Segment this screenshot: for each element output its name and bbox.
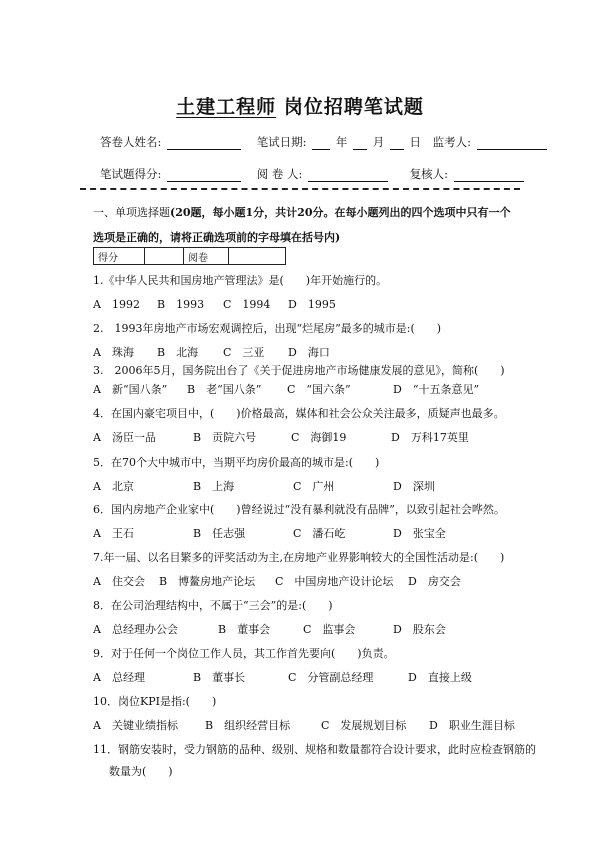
option-b[interactable]: B 北海 (157, 346, 199, 359)
option-c[interactable]: C 广州 (293, 480, 335, 493)
title-position: 土建工程师 (176, 96, 277, 118)
section-instruction-1: (20题，每小题1分，共计20分。在每小题列出的四个选项中只有一个 (170, 206, 511, 219)
option-b[interactable]: B 1993 (157, 298, 205, 311)
option-d[interactable]: D 1995 (288, 298, 336, 311)
section-heading (93, 200, 523, 250)
year-blank[interactable] (312, 137, 330, 150)
option-a[interactable]: A 新“国八条” (93, 383, 168, 396)
option-d[interactable]: D 万科17英里 (391, 431, 469, 444)
option-a[interactable]: A 总经理 (93, 671, 145, 684)
supervisor-blank[interactable] (477, 137, 547, 150)
score-cell-label: 得分 (94, 248, 145, 265)
year-label: 年 (335, 135, 348, 149)
option-a[interactable]: A 汤臣一品 (93, 431, 156, 444)
question-2: 2. 1993年房地产市场宏观调控后，出现“烂尾房”最多的城市是:( ) (93, 322, 442, 335)
question-11-line-2: 数量为( ) (109, 765, 173, 778)
option-c[interactable]: C 发展规划目标 (321, 719, 407, 732)
option-b[interactable]: B 组织经营目标 (205, 719, 291, 732)
option-d[interactable]: D 股东会 (393, 623, 446, 636)
option-c[interactable]: C 1994 (223, 298, 271, 311)
option-a[interactable]: A 王石 (93, 527, 134, 540)
name-label: 答卷人姓名: (100, 135, 162, 149)
name-blank[interactable] (167, 137, 241, 150)
question-9: 9．对于任何一个岗位工作人员，其工作首先要向( )负责。 (93, 647, 395, 660)
dashed-divider (80, 188, 520, 190)
option-d[interactable]: D 直接上级 (408, 671, 472, 684)
option-c[interactable]: C 中国房地产设计论坛 (275, 575, 394, 588)
option-a[interactable]: A 北京 (93, 480, 134, 493)
question-6: 6．国内房地产企业家中( )曾经说过“没有暴利就没有品牌”，以致引起社会哗然。 (93, 503, 505, 516)
option-b[interactable]: B 董事会 (218, 623, 271, 636)
option-b[interactable]: B 博鳌房地产论坛 (159, 575, 256, 588)
supervisor-label: 监考人: (432, 135, 472, 149)
option-a[interactable]: A 总经理办公会 (93, 623, 178, 636)
grader-cell-value[interactable] (229, 248, 286, 265)
option-c[interactable]: C 潘石屹 (293, 527, 346, 540)
option-b[interactable]: B 贡院六号 (193, 431, 257, 444)
info-row-2 (100, 166, 526, 182)
option-b[interactable]: B 上海 (193, 480, 235, 493)
month-label: 月 (372, 135, 385, 149)
day-blank[interactable] (390, 137, 404, 150)
score-label: 笔试题得分: (100, 167, 162, 181)
title-rest: 岗位招聘笔试题 (283, 96, 424, 118)
question-5: 5．在70个大中城市中，当期平均房价最高的城市是:( ) (93, 456, 380, 469)
score-cell-value[interactable] (145, 248, 184, 265)
reviewer-blank[interactable] (454, 169, 524, 182)
option-b[interactable]: B 任志强 (193, 527, 246, 540)
month-blank[interactable] (353, 137, 367, 150)
question-8: 8．在公司治理结构中，不属于“三会”的是:( ) (93, 599, 333, 612)
option-d[interactable]: D 职业生涯目标 (429, 719, 515, 732)
score-table (93, 247, 286, 265)
option-d[interactable]: D 深圳 (393, 480, 435, 493)
option-d[interactable]: D 张宝全 (393, 527, 446, 540)
day-label: 日 (409, 135, 421, 149)
grader-cell-label: 阅卷 (184, 248, 229, 265)
question-1: 1.《中华人民共和国房地产管理法》是( )年开始施行的。 (93, 274, 388, 287)
question-7: 7.年一届、以名目繁多的评奖活动为主,在房地产业界影响较大的全国性活动是:( ) (93, 551, 505, 564)
section-title: 一、单项选择题 (93, 206, 170, 219)
option-b[interactable]: B 董事长 (193, 671, 246, 684)
option-c[interactable]: C 监事会 (303, 623, 356, 636)
option-a[interactable]: A 关键业绩指标 (93, 719, 178, 732)
question-3: 3. 2006年5月，国务院出台了《关于促进房地产市场健康发展的意见》，简称( ) (93, 364, 505, 377)
option-b[interactable]: B 老“国八条” (187, 383, 262, 396)
option-d[interactable]: D 海口 (288, 346, 330, 359)
option-a[interactable]: A 珠海 (93, 346, 134, 359)
page-title (0, 92, 600, 119)
option-d[interactable]: D 房交会 (408, 575, 461, 588)
option-c[interactable]: C “国六条” (287, 383, 351, 396)
option-c[interactable]: C 三亚 (223, 346, 265, 359)
section-instruction-2: 选项是正确的，请将正确选项前的字母填在括号内) (93, 231, 341, 244)
info-row-1 (100, 134, 549, 150)
grader-blank[interactable] (308, 169, 388, 182)
date-label: 笔试日期: (256, 135, 307, 149)
grader-label: 阅 卷 人: (256, 167, 303, 181)
reviewer-label: 复核人: (409, 167, 449, 181)
option-c[interactable]: C 海御19 (291, 431, 347, 444)
option-a[interactable]: A 1992 (93, 298, 140, 311)
question-4: 4．在国内豪宅项目中，( )价格最高，媒体和社会公众关注最多，质疑声也最多。 (93, 407, 505, 420)
question-10: 10．岗位KPI是指:( ) (93, 695, 217, 708)
option-d[interactable]: D “十五条意见” (393, 383, 480, 396)
option-c[interactable]: C 分管副总经理 (288, 671, 374, 684)
option-a[interactable]: A 住交会 (93, 575, 145, 588)
score-blank[interactable] (167, 169, 241, 182)
question-11-line-1: 11．钢筋安装时，受力钢筋的品种、级别、规格和数量都符合设计要求，此时应检查钢筋的 (93, 743, 536, 756)
